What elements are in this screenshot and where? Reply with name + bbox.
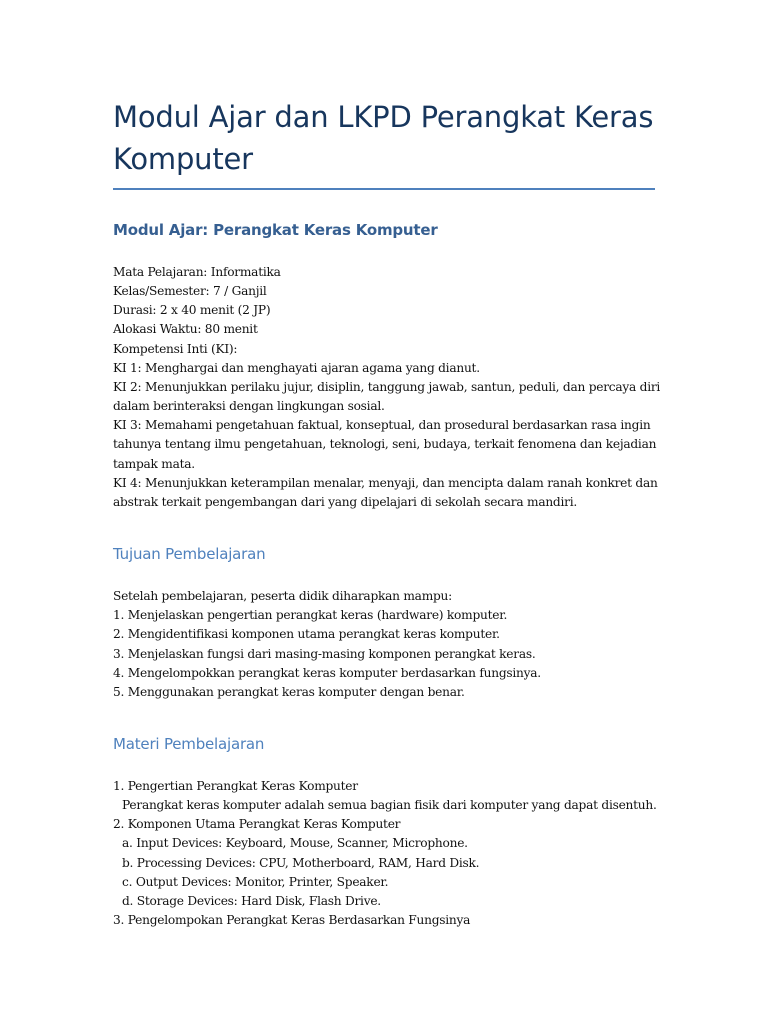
list-subitem: a. Input Devices: Keyboard, Mouse, Scanner, Microphone.: [122, 836, 468, 851]
heading-modul-ajar: Modul Ajar: Perangkat Keras Komputer: [113, 221, 438, 239]
list-item: 5. Menggunakan perangkat keras komputer dengan benar.: [113, 684, 465, 699]
modul-info-block: [113, 263, 661, 512]
text-line: Mata Pelajaran: Informatika: [113, 265, 281, 279]
list-item: 1. Menjelaskan pengertian perangkat keras (hardware) komputer.: [113, 608, 508, 623]
text-line: KI 1: Menghargai dan menghayati ajaran agama yang dianut.: [113, 360, 480, 375]
heading-materi-pembelajaran: Materi Pembelajaran: [113, 734, 265, 753]
text-line: KI 3: Memahami pengetahuan faktual, konseptual, dan prosedural berdasarkan rasa ingin: [113, 418, 651, 433]
text-line: KI 4: Menunjukkan keterampilan menalar, menyaji, dan mencipta dalam ranah konkret dan: [113, 475, 658, 490]
document-page: [113, 96, 661, 930]
text-line: KI 2: Menunjukkan perilaku jujur, disiplin, tanggung jawab, santun, peduli, dan percaya diri: [113, 379, 661, 394]
list-subitem: b. Processing Devices: CPU, Motherboard, RAM, Hard Disk.: [122, 855, 480, 870]
text-line: tahunya tentang ilmu pengetahuan, teknologi, seni, budaya, terkait fenomena dan kejadian: [113, 437, 657, 452]
list-item: 3. Menjelaskan fungsi dari masing-masing komponen perangkat keras.: [113, 646, 536, 661]
document-title: [113, 96, 658, 180]
list-item: 3. Pengelompokan Perangkat Keras Berdasarkan Fungsinya: [113, 913, 471, 928]
text-line: dalam berinteraksi dengan lingkungan sosial.: [113, 399, 385, 414]
text-line: Alokasi Waktu: 80 menit: [113, 322, 258, 337]
materi-list: [113, 777, 658, 930]
text-line: Kompetensi Inti (KI):: [113, 341, 238, 356]
list-item: 4. Mengelompokkan perangkat keras komputer berdasarkan fungsinya.: [113, 665, 541, 680]
text-line: Setelah pembelajaran, peserta didik diharapkan mampu:: [113, 589, 453, 604]
list-item-detail: Perangkat keras komputer adalah semua bagian fisik dari komputer yang dapat disentuh.: [122, 798, 657, 813]
text-line: Durasi: 2 x 40 menit (2 JP): [113, 303, 271, 318]
text-line: abstrak terkait pengembangan dari yang dipelajari di sekolah secara mandiri.: [113, 494, 577, 509]
title-divider: [113, 188, 655, 190]
list-item: 2. Komponen Utama Perangkat Keras Komputer: [113, 817, 401, 832]
list-subitem: d. Storage Devices: Hard Disk, Flash Drive.: [122, 893, 381, 908]
document-title-line-2: Komputer: [113, 142, 253, 176]
text-line: Kelas/Semester: 7 / Ganjil: [113, 284, 267, 299]
list-item: 1. Pengertian Perangkat Keras Komputer: [113, 778, 358, 793]
heading-tujuan-pembelajaran: Tujuan Pembelajaran: [113, 545, 266, 564]
text-line: tampak mata.: [113, 456, 195, 471]
list-subitem: c. Output Devices: Monitor, Printer, Speaker.: [122, 874, 389, 889]
tujuan-list: [113, 587, 658, 702]
list-item: 2. Mengidentifikasi komponen utama perangkat keras komputer.: [113, 627, 500, 642]
document-title-line-1: Modul Ajar dan LKPD Perangkat Keras: [113, 100, 654, 134]
